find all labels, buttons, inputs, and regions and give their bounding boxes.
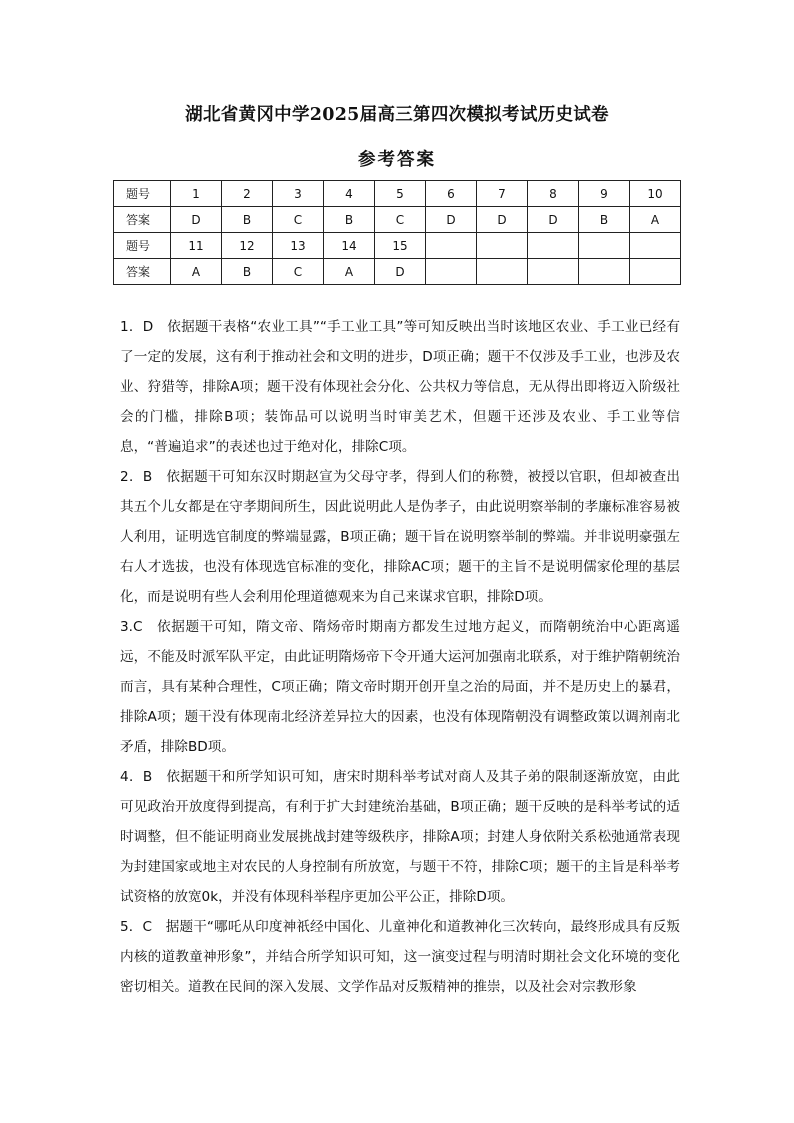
table-cell: 11 bbox=[171, 233, 222, 259]
table-cell: A bbox=[324, 259, 375, 285]
table-cell: 6 bbox=[426, 181, 477, 207]
table-cell bbox=[477, 259, 528, 285]
table-row bbox=[114, 207, 681, 233]
row-header-cell: 题号 bbox=[114, 181, 171, 207]
table-cell: 12 bbox=[222, 233, 273, 259]
table-cell bbox=[630, 233, 681, 259]
table-cell: C bbox=[273, 259, 324, 285]
table-cell bbox=[528, 233, 579, 259]
table-cell: 10 bbox=[630, 181, 681, 207]
explanation-paragraph: 2．B 依据题干可知东汉时期赵宣为父母守孝，得到人们的称赞，被授以官职，但却被查出其五个儿女都是在守孝期间所生，因此说明此人是伪孝子，由此说明察举制的孝廉标准容易被人利用，证明选官制度的弊端显露，B项正确；题干旨在说明察举制的弊端。并非说明豪强左右人才选拔，也没有体现选官标准的变化，排除AC项；题干的主旨不是说明儒家伦理的基层化，而是说明有些人会利用伦理道德观来为自己来谋求官职，排除D项。 bbox=[120, 469, 680, 605]
table-cell: 13 bbox=[273, 233, 324, 259]
table-row bbox=[114, 181, 681, 207]
table-cell: A bbox=[630, 207, 681, 233]
table-cell: D bbox=[375, 259, 426, 285]
table-cell: C bbox=[273, 207, 324, 233]
document-subtitle: 参考答案 bbox=[358, 150, 436, 170]
table-cell: D bbox=[477, 207, 528, 233]
table-cell: 15 bbox=[375, 233, 426, 259]
table-cell: C bbox=[375, 207, 426, 233]
table-cell: 7 bbox=[477, 181, 528, 207]
table-cell bbox=[579, 259, 630, 285]
row-header-cell: 题号 bbox=[114, 233, 171, 259]
table-cell bbox=[426, 233, 477, 259]
explanation-paragraph: 3.C 依据题干可知，隋文帝、隋炀帝时期南方都发生过地方起义，而隋朝统治中心距离遥远，不能及时派军队平定，由此证明隋炀帝下令开通大运河加强南北联系，对于维护隋朝统治而言，具有某种合理性，C项正确；隋文帝时期开创开皇之治的局面，并不是历史上的暴君，排除A项；题干没有体现南北经济差异拉大的因素，也没有体现隋朝没有调整政策以调剂南北矛盾，排除BD项。 bbox=[120, 619, 680, 755]
table-cell: 5 bbox=[375, 181, 426, 207]
table-cell: B bbox=[579, 207, 630, 233]
table-cell bbox=[477, 233, 528, 259]
table-row bbox=[114, 259, 681, 285]
table-cell: D bbox=[171, 207, 222, 233]
table-cell: 8 bbox=[528, 181, 579, 207]
table-row bbox=[114, 233, 681, 259]
table-cell bbox=[426, 259, 477, 285]
table-cell: D bbox=[528, 207, 579, 233]
table-cell: 14 bbox=[324, 233, 375, 259]
row-header-cell: 答案 bbox=[114, 207, 171, 233]
table-cell bbox=[579, 233, 630, 259]
table-cell: 4 bbox=[324, 181, 375, 207]
table-cell: 1 bbox=[171, 181, 222, 207]
table-cell bbox=[528, 259, 579, 285]
row-header-cell: 答案 bbox=[114, 259, 171, 285]
explanations bbox=[120, 312, 680, 1002]
table-cell: 2 bbox=[222, 181, 273, 207]
table-cell: 3 bbox=[273, 181, 324, 207]
table-cell: B bbox=[222, 259, 273, 285]
table-cell: A bbox=[171, 259, 222, 285]
table-cell: 9 bbox=[579, 181, 630, 207]
explanation-paragraph: 1．D 依据题干表格“农业工具”“手工业工具”等可知反映出当时该地区农业、手工业已经有了一定的发展，这有利于推动社会和文明的进步，D项正确；题干不仅涉及手工业，也涉及农业、狩猎等，排除A项；题干没有体现社会分化、公共权力等信息，无从得出即将迈入阶级社会的门槛，排除B项；装饰品可以说明当时审美艺术，但题干还涉及农业、手工业等信息，“普遍追求”的表述也过于绝对化，排除C项。 bbox=[120, 319, 680, 455]
table-cell: D bbox=[426, 207, 477, 233]
answer-table bbox=[113, 180, 681, 285]
document-title: 湖北省黄冈中学2025届高三第四次模拟考试历史试卷 bbox=[185, 105, 609, 125]
explanation-paragraph: 4．B 依据题干和所学知识可知，唐宋时期科举考试对商人及其子弟的限制逐渐放宽，由此可见政治开放度得到提高，有利于扩大封建统治基础，B项正确；题干反映的是科举考试的适时调整，但不能证明商业发展挑战封建等级秩序，排除A项；封建人身依附关系松弛通常表现为封建国家或地主对农民的人身控制有所放宽，与题干不符，排除C项；题干的主旨是科举考试资格的放宽0k，并没有体现科举程序更加公平公正，排除D项。 bbox=[120, 769, 680, 905]
table-cell: B bbox=[222, 207, 273, 233]
table-cell bbox=[630, 259, 681, 285]
table-cell: B bbox=[324, 207, 375, 233]
explanation-paragraph: 5．C 据题干“哪吒从印度神祇经中国化、儿童神化和道教神化三次转向，最终形成具有反叛内核的道教童神形象”，并结合所学知识可知，这一演变过程与明清时期社会文化环境的变化密切相关。道教在民间的深入发展、文学作品对反叛精神的推崇，以及社会对宗教形象 bbox=[120, 919, 680, 995]
